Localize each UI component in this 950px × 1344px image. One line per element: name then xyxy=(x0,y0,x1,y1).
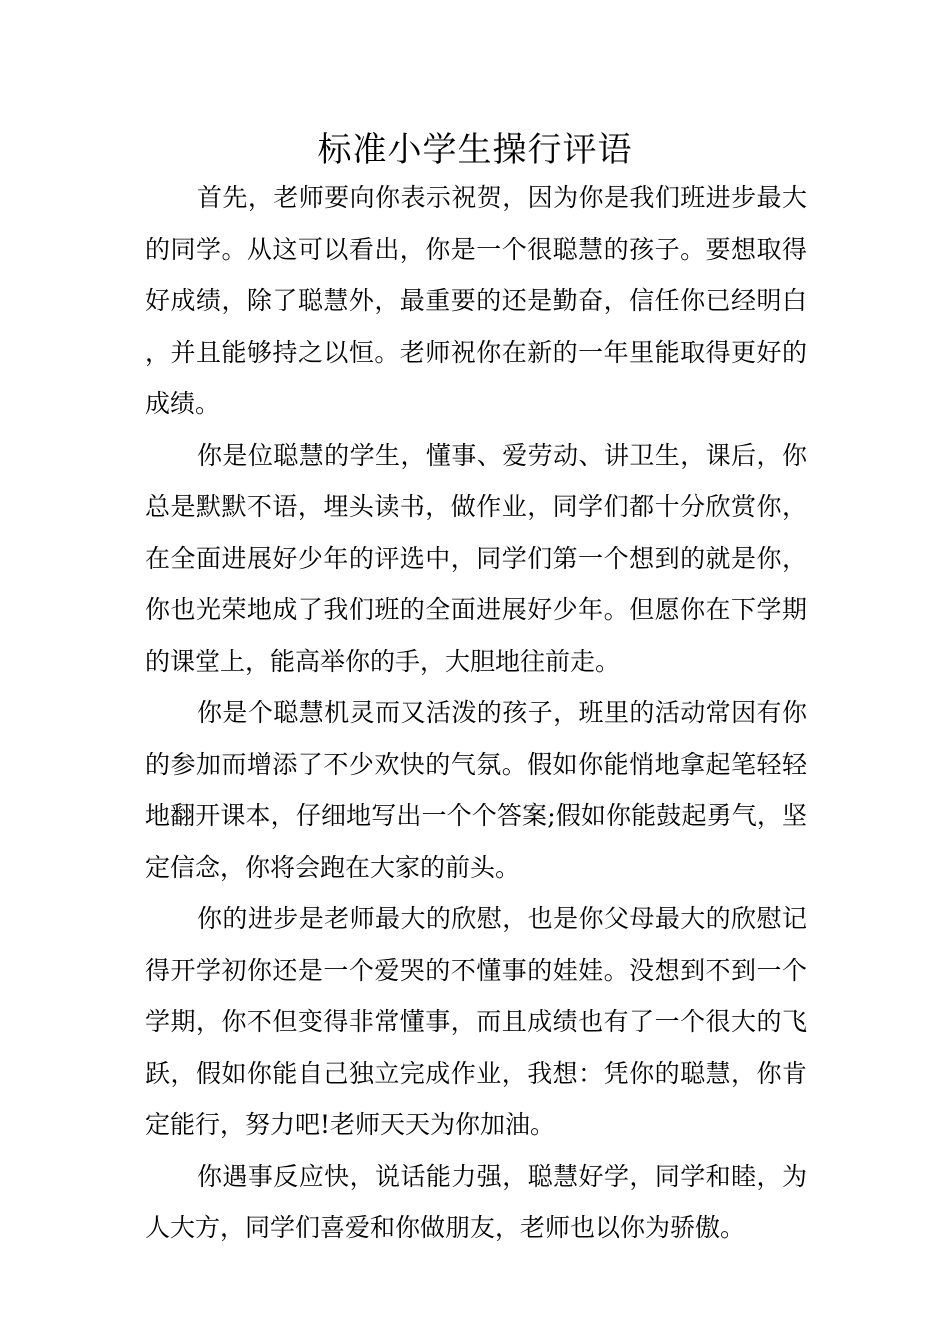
paragraph-4: 你的进步是老师最大的欣慰，也是你父母最大的欣慰记得开学初你还是一个爱哭的不懂事的娃娃。没想到不到一个学期，你不但变得非常懂事，而且成绩也有了一个很大的飞跃，假如你能自己独立完成作业，我想：凭你的聪慧，你肯定能行，努力吧!老师天天为你加油。 xyxy=(145,904,807,1139)
paragraph-3: 你是个聪慧机灵而又活泼的孩子，班里的活动常因有你的参加而增添了不少欢快的气氛。假如你能悄地拿起笔轻轻地翻开课本，仔细地写出一个个答案;假如你能鼓起勇气，坚定信念，你将会跑在大家的前头。 xyxy=(145,698,807,882)
document-title: 标准小学生操行评语 xyxy=(317,130,633,170)
paragraph-1: 首先，老师要向你表示祝贺，因为你是我们班进步最大的同学。从这可以看出，你是一个很聪慧的孩子。要想取得好成绩，除了聪慧外，最重要的还是勤奋，信任你已经明白，并且能够持之以恒。老师祝你在新的一年里能取得更好的成绩。 xyxy=(145,183,807,418)
document-body xyxy=(145,172,807,1254)
paragraph-2: 你是位聪慧的学生，懂事、爱劳动、讲卫生，课后，你总是默默不语，埋头读书，做作业，同学们都十分欣赏你，在全面进展好少年的评选中，同学们第一个想到的就是你，你也光荣地成了我们班的全面进展好少年。但愿你在下学期的课堂上，能高举你的手，大胆地往前走。 xyxy=(145,440,807,676)
paragraph-5: 你遇事反应快，说话能力强，聪慧好学，同学和睦，为人大方，同学们喜爱和你做朋友，老师也以你为骄傲。 xyxy=(145,1161,807,1242)
